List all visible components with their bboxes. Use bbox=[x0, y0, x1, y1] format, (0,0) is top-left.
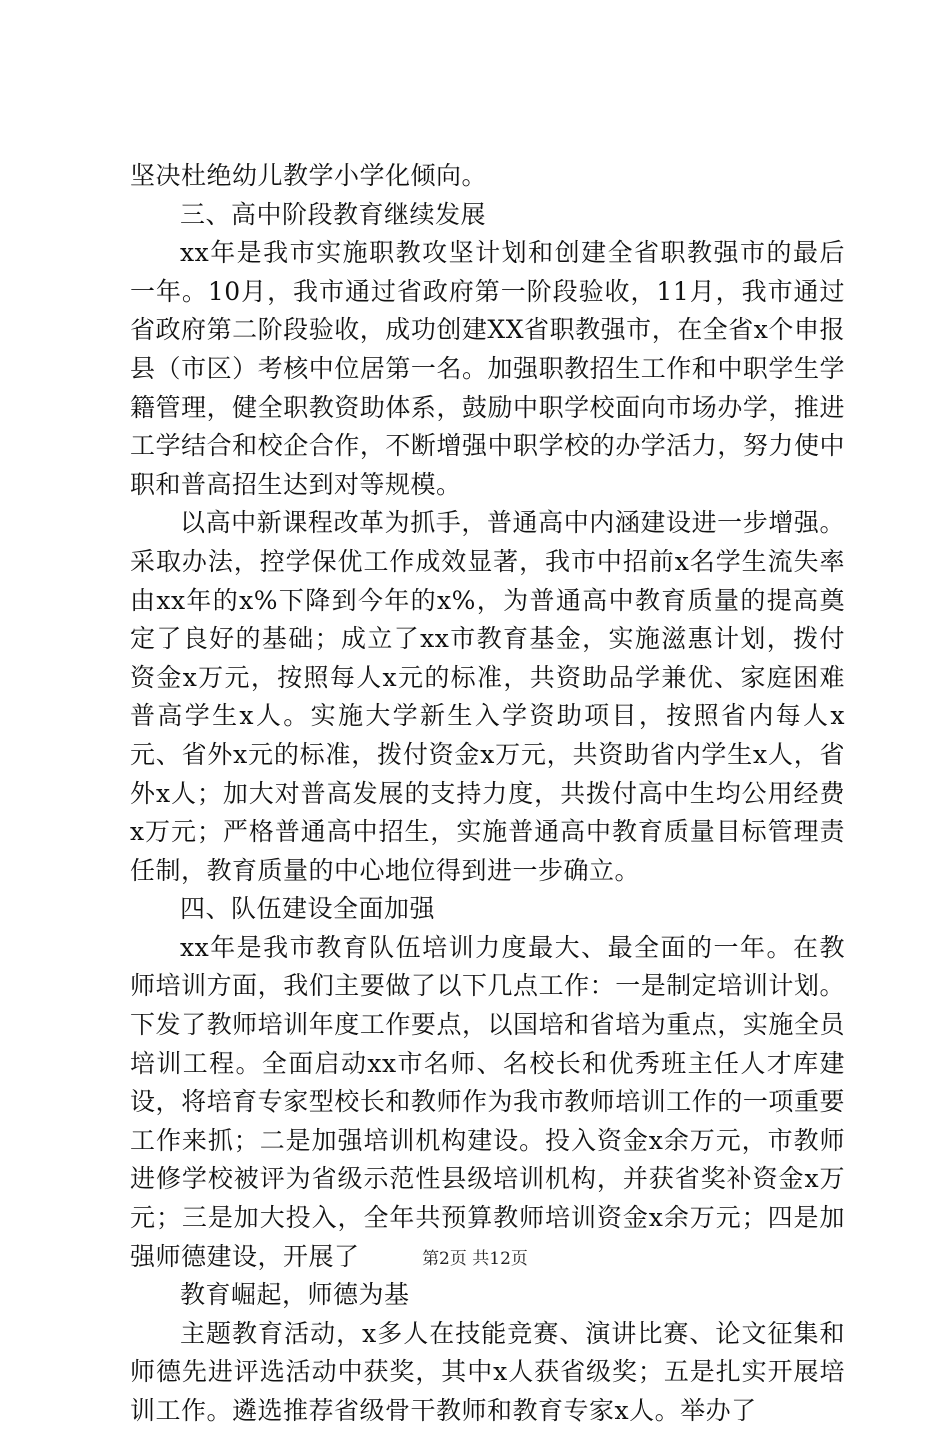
paragraph-activities: 主题教育活动，x多人在技能竞赛、演讲比赛、论文征集和师德先进评选活动中获奖，其中x人获省级奖；五是扎实开展培训工作。遴选推荐省级骨干教师和教育专家x人。举办了 bbox=[130, 1318, 845, 1425]
paragraph-teacher-training: xx年是我市教育队伍培训力度最大、最全面的一年。在教师培训方面，我们主要做了以下几点工作：一是制定培训计划。下发了教师培训年度工作要点，以国培和省培为重点，实施全员培训工程。全面启动xx市名师、名校长和优秀班主任人才库建设，将培育专家型校长和教师作为我市教师培训工作的一项重要工作来抓；二是加强培训机构建设。投入资金x余万元，市教师进修学校被评为省级示范性县级培训机构，并获省奖补资金x万元；三是加大投入，全年共预算教师培训资金x余万元；四是加强师德建设，开展了 bbox=[130, 932, 845, 1271]
paragraph-continuation: 坚决杜绝幼儿教学小学化倾向。 bbox=[130, 161, 488, 190]
section-heading-3: 三、高中阶段教育继续发展 bbox=[180, 199, 487, 229]
page-number-footer: 第2页 共12页 bbox=[422, 1249, 528, 1269]
paragraph-vocational: xx年是我市实施职教攻坚计划和创建全省职教强市的最后一年。10月，我市通过省政府第一阶段验收，11月，我市通过省政府第二阶段验收，成功创建XX省职教强市，在全省x个申报县（市区）考核中位居第一名。加强职教招生工作和中职学生学籍管理，健全职教资助体系，鼓励中职学校面向市场办学，推进工学结合和校企合作，不断增强中职学校的办学活力，努力使中职和普高招生达到对等规模。 bbox=[130, 238, 845, 499]
section-heading-4: 四、队伍建设全面加强 bbox=[180, 894, 436, 924]
theme-line: 教育崛起，师德为基 bbox=[180, 1280, 410, 1310]
paragraph-high-school: 以高中新课程改革为抓手，普通高中内涵建设进一步增强。采取办法，控学保优工作成效显著，我市中招前x名学生流失率由xx年的x%下降到今年的x%，为普通高中教育质量的提高奠定了良好的基础；成立了xx市教育基金，实施滋惠计划，拨付资金x万元，按照每人x元的标准，共资助品学兼优、家庭困难普高学生x人。实施大学新生入学资助项目，按照省内每人x元、省外x元的标准，拨付资金x万元，共资助省内学生x人，省外x人；加大对普高发展的支持力度，共拨付高中生均公用经费x万元；严格普通高中招生，实施普通高中教育质量目标管理责任制，教育质量的中心地位得到进一步确立。 bbox=[130, 508, 845, 885]
document-body bbox=[130, 157, 845, 1431]
